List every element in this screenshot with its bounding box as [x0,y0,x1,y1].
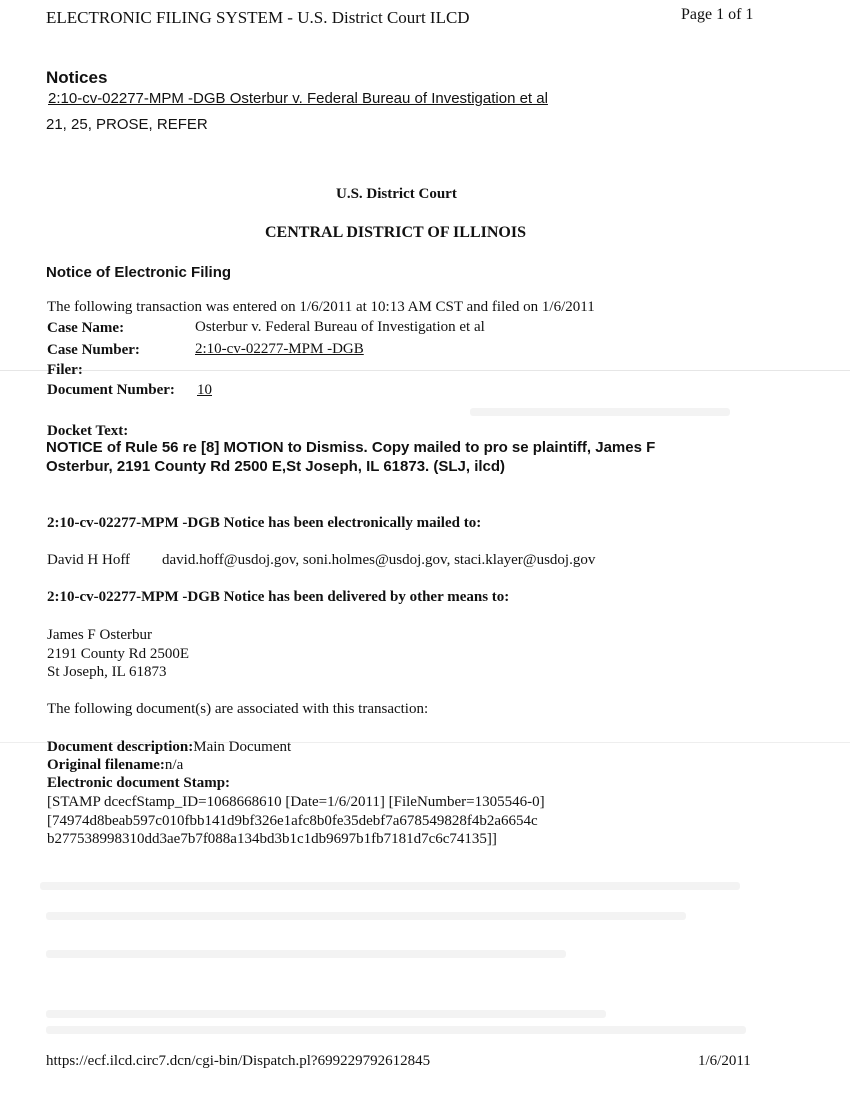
bleed-through [46,1026,746,1034]
transaction-text: The following transaction was entered on 1/6/2011 at 10:13 AM CST and filed on 1/6/2011 [47,299,595,315]
bleed-through [46,1010,606,1018]
filer-label: Filer: [47,362,83,378]
case-name-value: Osterbur v. Federal Bureau of Investigation et al [195,319,485,335]
docket-text-line: NOTICE of Rule 56 re [8] MOTION to Dismiss. Copy mailed to pro se plaintiff, James F [46,439,656,456]
docket-text-label: Docket Text: [47,423,129,439]
documents-intro: The following document(s) are associated with this transaction: [47,701,429,717]
original-filename-value: n/a [164,757,184,773]
stamp-line: [STAMP dcecfStamp_ID=1068668610 [Date=1/6/2011] [FileNumber=1305546-0] [47,794,545,810]
case-flags: 21, 25, PROSE, REFER [46,116,208,133]
bleed-through [470,408,730,416]
docket-text-line: Osterbur, 2191 County Rd 2500 E,St Joseph, IL 61873. (SLJ, ilcd) [46,458,506,475]
footer-date: 1/6/2011 [698,1053,751,1069]
document-number-label: Document Number: [47,382,175,398]
bleed-through [40,882,740,890]
case-name-label: Case Name: [47,320,125,336]
bleed-through [46,950,566,958]
document-number-link[interactable]: 10 [197,382,212,398]
fold-line [0,370,850,371]
address-line: James F Osterbur [47,627,152,643]
original-filename-label: Original filename: [47,757,165,773]
notices-heading: Notices [46,68,108,87]
header-title: ELECTRONIC FILING SYSTEM - U.S. District Court ILCD [46,8,470,27]
court-district: CENTRAL DISTRICT OF ILLINOIS [265,224,526,241]
address-line: St Joseph, IL 61873 [47,664,167,680]
stamp-line: b277538998310dd3ae7b7f088a134bd3b1c1db9697b1fb7181d7c6c74135]] [47,831,497,847]
emailed-heading: 2:10-cv-02277-MPM -DGB Notice has been electronically mailed to: [47,515,482,531]
document-description-value: Main Document [193,739,292,755]
other-means-heading: 2:10-cv-02277-MPM -DGB Notice has been delivered by other means to: [47,589,510,605]
bleed-through [46,912,686,920]
page-number: Page 1 of 1 [681,6,754,23]
emailed-recipient-emails: david.hoff@usdoj.gov, soni.holmes@usdoj.gov, staci.klayer@usdoj.gov [162,552,596,568]
stamp-label: Electronic document Stamp: [47,775,231,791]
address-line: 2191 County Rd 2500E [47,646,190,662]
court-name: U.S. District Court [336,186,457,202]
case-link[interactable]: 2:10-cv-02277-MPM -DGB Osterbur v. Federal Bureau of Investigation et al [48,90,548,107]
stamp-line: [74974d8beab597c010fbb141d9bf326e1afc8b0fe35debf7a678549828f4b2a6654c [47,813,538,829]
document-description [47,739,291,756]
original-filename [47,757,183,774]
case-number-label: Case Number: [47,342,140,358]
footer-url: https://ecf.ilcd.circ7.dcn/cgi-bin/Dispatch.pl?699229792612845 [46,1053,431,1069]
document-description-label: Document description: [47,739,194,755]
emailed-recipient-name: David H Hoff [47,552,131,568]
nef-heading: Notice of Electronic Filing [46,264,232,281]
case-number-link[interactable]: 2:10-cv-02277-MPM -DGB [195,341,364,357]
